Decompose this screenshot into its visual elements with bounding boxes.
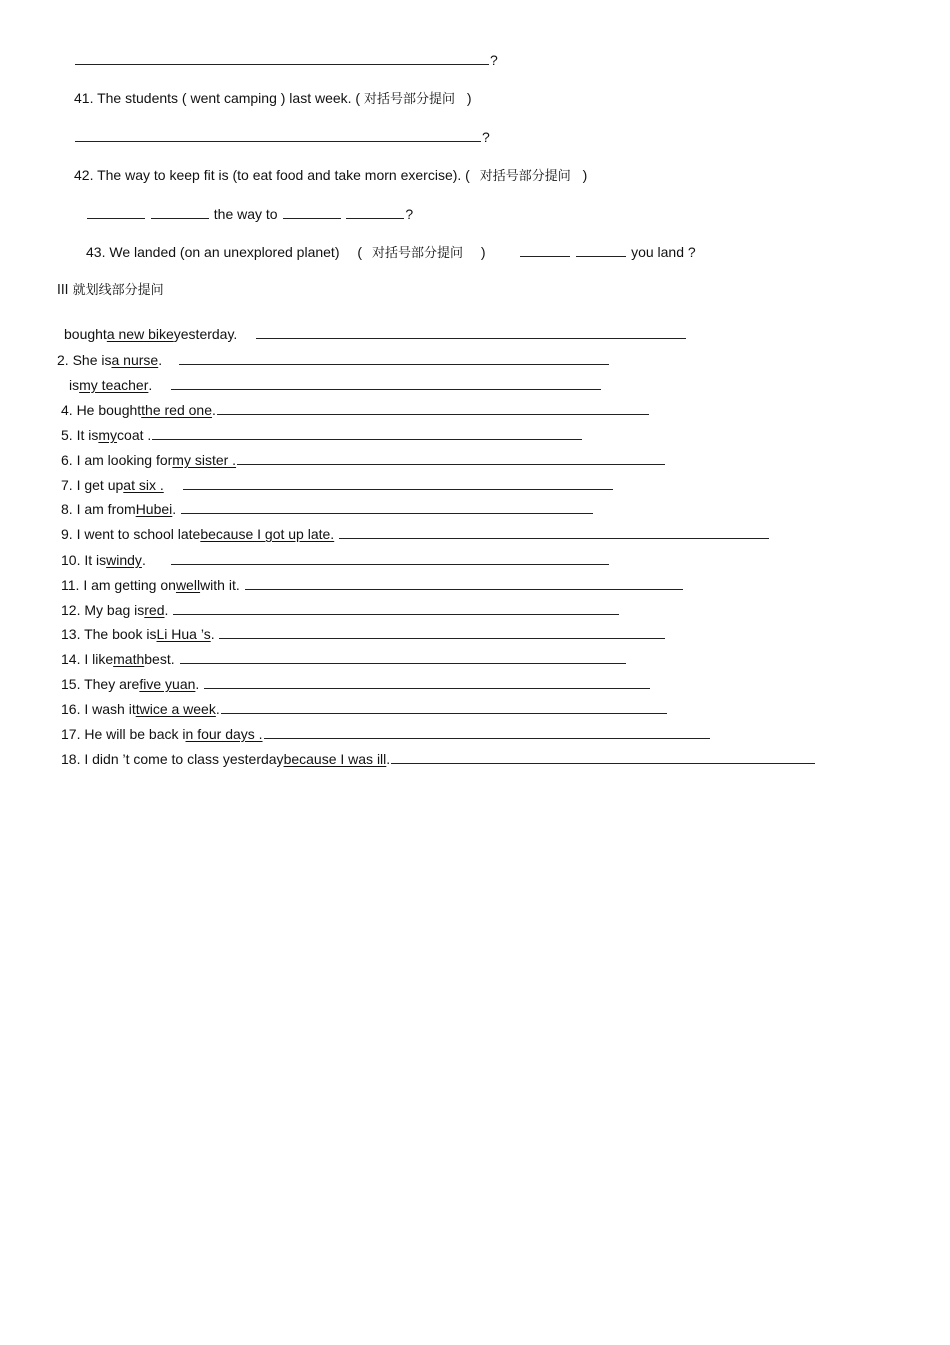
underlined-part: my teacher [79, 377, 149, 393]
list-item [61, 724, 711, 744]
item-prefix: 16. I wash it [61, 701, 136, 717]
item-suffix: . [148, 377, 153, 393]
list-item [61, 450, 666, 470]
underlined-part: at six . [123, 477, 164, 493]
underlined-part: the red one [141, 402, 213, 418]
item-prefix: 12. My bag is [61, 602, 145, 618]
item-prefix: 15. They are [61, 676, 140, 692]
item-suffix: . [215, 701, 220, 717]
list-item [61, 575, 684, 595]
question-42-close: ) [582, 167, 588, 183]
item-suffix: . [210, 626, 215, 642]
q40-answer-line [74, 50, 498, 70]
answer-blank[interactable] [283, 204, 341, 219]
item-suffix: . [386, 751, 391, 767]
list-item [61, 425, 583, 445]
underlined-part: red [144, 602, 165, 618]
answer-blank[interactable] [237, 450, 665, 465]
item-suffix: . [164, 602, 169, 618]
item-prefix: is [69, 377, 80, 393]
list-item [61, 499, 594, 519]
item-prefix: 10. It is [61, 552, 107, 568]
item-prefix: 8. I am from [61, 501, 136, 517]
list-item [61, 674, 651, 694]
underlined-part: Hubei [135, 501, 173, 517]
item-prefix: 18. I didn ’t come to class yesterday [61, 751, 284, 767]
question-mark: ? [490, 52, 498, 68]
answer-blank[interactable] [264, 724, 710, 739]
underlined-part: n four days . [185, 726, 263, 742]
item-suffix: . [141, 552, 146, 568]
list-item [61, 749, 816, 769]
q41-answer-line [74, 127, 490, 147]
item-suffix: coat . [117, 427, 152, 443]
item-suffix: . [212, 402, 216, 418]
question-43-instruction: 对括号部分提问 [371, 246, 463, 261]
answer-blank[interactable] [180, 649, 626, 664]
underlined-part: a nurse [111, 352, 159, 368]
item-suffix: best. [144, 651, 175, 667]
item-suffix: . [195, 676, 200, 692]
underlined-part: my sister . [172, 452, 237, 468]
question-41-instruction: 对括号部分提问 [364, 92, 456, 107]
answer-blank[interactable] [152, 425, 582, 440]
question-43 [86, 242, 696, 262]
question-43-open: ( [357, 244, 363, 260]
question-42 [74, 165, 587, 185]
question-mark: ? [482, 129, 490, 145]
underlined-part: well [175, 577, 201, 593]
question-43-close: ) [480, 244, 486, 260]
underlined-part: twice a week [135, 701, 216, 717]
item-suffix: with it. [200, 577, 240, 593]
answer-blank[interactable] [219, 624, 665, 639]
underlined-part: because I got up late. [200, 526, 335, 542]
list-item [64, 324, 687, 344]
list-item [61, 600, 620, 620]
answer-blank[interactable] [346, 204, 404, 219]
list-item [61, 475, 614, 495]
item-prefix: 6. I am looking for [61, 452, 173, 468]
item-prefix: 5. It is [61, 427, 99, 443]
q42-answer-mid: the way to [213, 206, 278, 222]
q42-answer-line [86, 204, 413, 224]
item-suffix: yesterday. [173, 326, 238, 342]
underlined-part: my [98, 427, 118, 443]
item-suffix: . [158, 352, 163, 368]
answer-blank[interactable] [171, 375, 601, 390]
answer-blank[interactable] [183, 475, 613, 490]
underlined-part: because I was ill [283, 751, 387, 767]
list-item [61, 649, 627, 669]
answer-blank[interactable] [339, 524, 769, 539]
list-item [61, 699, 668, 719]
question-mark: ? [405, 206, 414, 222]
underlined-part: Li Hua ’s [156, 626, 211, 642]
question-43-text: 43. We landed (on an unexplored planet) [86, 244, 340, 260]
item-prefix: 9. I went to school late [61, 526, 201, 542]
question-42-text: 42. The way to keep fit is (to eat food and take morn exercise). ( [74, 167, 470, 183]
question-41 [74, 88, 472, 108]
answer-blank[interactable] [520, 242, 570, 257]
answer-blank[interactable] [181, 499, 593, 514]
question-41-text: 41. The students ( went camping ) last week. ( [74, 90, 361, 106]
item-prefix: bought [64, 326, 107, 342]
answer-blank[interactable] [171, 550, 609, 565]
item-prefix: 14. I like [61, 651, 114, 667]
answer-blank[interactable] [75, 50, 489, 65]
item-prefix: 7. I get up [61, 477, 124, 493]
item-prefix: 17. He will be back i [61, 726, 186, 742]
answer-blank[interactable] [179, 350, 609, 365]
answer-blank[interactable] [576, 242, 626, 257]
section-3-title: III 就划线部分提问 [57, 283, 164, 298]
item-prefix: 2. She is [57, 352, 112, 368]
underlined-part: five yuan [139, 676, 196, 692]
question-42-instruction: 对括号部分提问 [479, 169, 571, 184]
list-item [61, 550, 610, 570]
answer-blank[interactable] [87, 204, 145, 219]
answer-blank[interactable] [204, 674, 650, 689]
underlined-part: math [113, 651, 145, 667]
answer-blank[interactable] [245, 575, 683, 590]
item-prefix: 11. I am getting on [61, 577, 176, 593]
underlined-part: windy [106, 552, 142, 568]
item-prefix: 4. He bought [61, 402, 142, 418]
list-item [57, 350, 610, 370]
list-item [61, 400, 650, 420]
item-prefix: 13. The book is [61, 626, 157, 642]
question-41-close: ) [466, 90, 472, 106]
answer-blank[interactable] [217, 400, 649, 415]
item-suffix: . [172, 501, 177, 517]
underlined-part: a new bike [106, 326, 174, 342]
answer-blank[interactable] [391, 749, 815, 764]
list-item [61, 624, 666, 644]
list-item [61, 524, 770, 544]
answer-blank[interactable] [75, 127, 481, 142]
answer-blank[interactable] [173, 600, 619, 615]
answer-blank[interactable] [256, 324, 686, 339]
answer-blank[interactable] [151, 204, 209, 219]
list-item [69, 375, 602, 395]
answer-blank[interactable] [221, 699, 667, 714]
question-43-answer-end: you land ? [631, 244, 696, 260]
